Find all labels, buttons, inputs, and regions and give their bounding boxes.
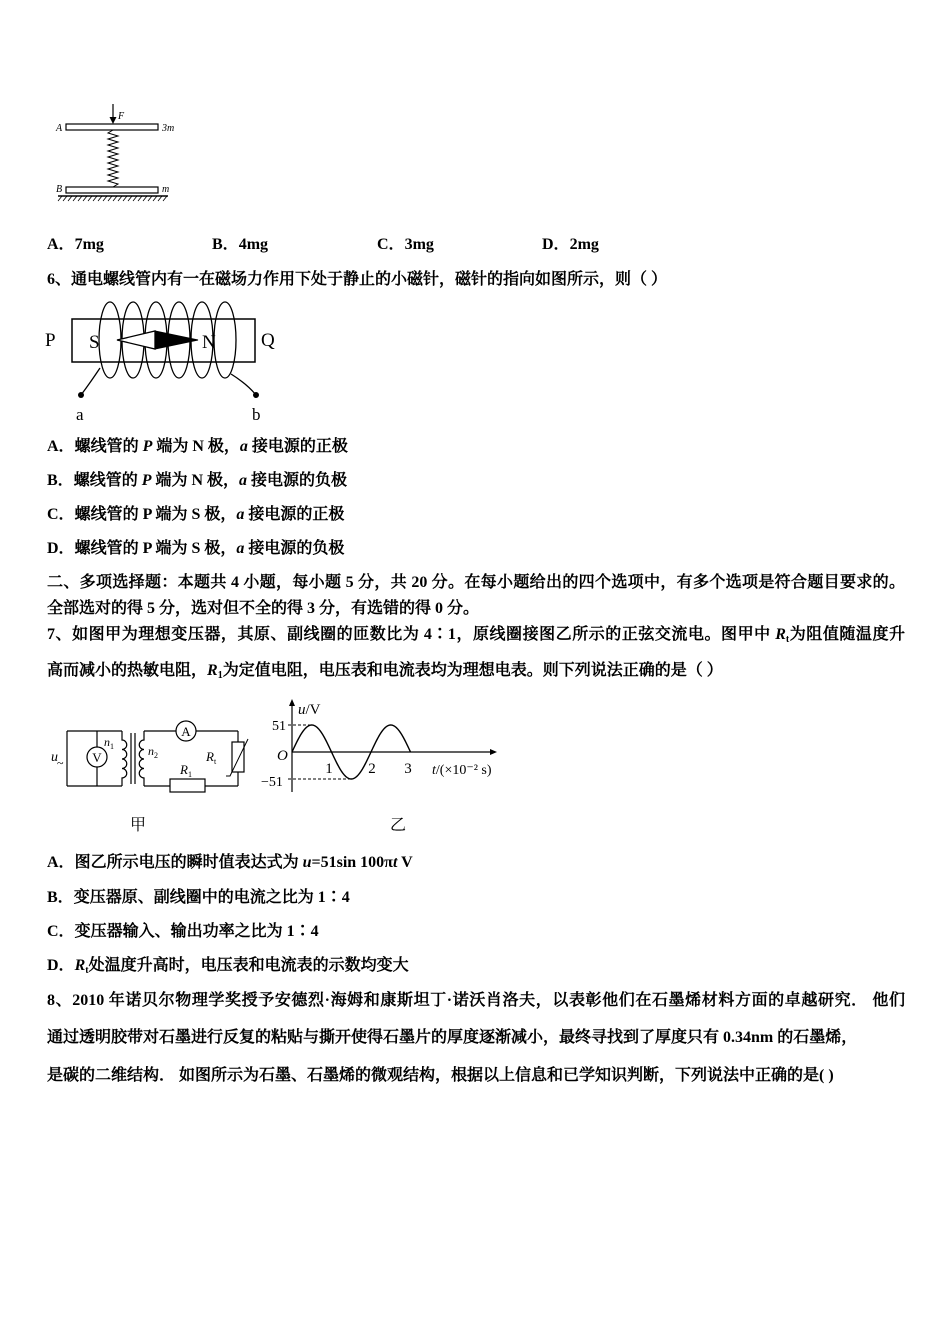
x-axis-unit: /(×10⁻² s): [435, 763, 492, 778]
option-text: 3mg: [404, 236, 434, 253]
q7-option-a: [47, 852, 413, 874]
option-text: 2mg: [569, 236, 599, 253]
y-axis-variable: u: [298, 702, 306, 718]
option-letter: C．: [377, 236, 405, 253]
stem-variable: R: [775, 626, 786, 643]
secondary-turns-label: [148, 744, 158, 760]
plate-a-label: A: [56, 123, 63, 134]
option-text: 4mg: [238, 236, 269, 253]
primary-coil: [122, 731, 127, 786]
option-subscript: t: [85, 965, 89, 976]
terminal-a: [78, 392, 84, 398]
voltmeter-label: V: [92, 750, 102, 765]
option-variable: t: [392, 854, 398, 871]
q8-stem-line-1: 8、2010 年诺贝尔物理学奖授予安德烈·海姆和康斯坦丁·诺沃肖洛夫，以表彰他们在石墨烯材料方面的卓越研究． 他们: [47, 992, 905, 1009]
option-variable: P: [142, 506, 152, 523]
solenoid-end-q-label: Q: [261, 330, 275, 351]
voltage-time-graph: [258, 698, 518, 798]
stem-text: 7、如图甲为理想变压器，其原、副线圈的匝数比为 4∶1，原线圈接图乙所示的正弦交流电。图甲中: [47, 626, 776, 643]
turns-variable: n: [148, 744, 154, 758]
y-axis-arrow: [289, 699, 295, 706]
x-axis-label: [432, 763, 492, 778]
ac-symbol: ~: [57, 756, 64, 770]
q8-stem-line-3: 是碳的二维结构． 如图所示为石墨、石墨烯的微观结构，根据以上信息和已学知识判断，下列说法中正确的是( ): [47, 1067, 834, 1084]
option-variable: a: [239, 438, 248, 455]
y-max-tick-label: 51: [272, 719, 286, 734]
option-letter: A．: [47, 854, 75, 871]
resistor-subscript: t: [213, 757, 217, 766]
q6-option-d: [47, 538, 344, 560]
option-letter: B．: [212, 236, 239, 253]
section-2-instructions-line-1: 二、多项选择题：本题共 4 小题，每小题 5 分，共 20 分。在每小题给出的四个选项中，有多个选项是符合题目要求的。: [47, 574, 905, 591]
resistor-subscript: 1: [187, 770, 192, 779]
option-text: 端为 N 极，: [151, 472, 240, 489]
origin-label: O: [277, 748, 288, 764]
x-tick-label: 3: [404, 761, 412, 777]
terminal-b-label: b: [252, 405, 261, 424]
ammeter-label: A: [181, 724, 191, 739]
option-variable: P: [142, 438, 153, 455]
solenoid-end-p-label: P: [45, 330, 56, 351]
transformer-circuit-figure: [48, 712, 253, 797]
option-variable: P: [142, 540, 152, 557]
option-text: 接电源的正极: [247, 438, 348, 455]
option-letter: C．: [47, 923, 75, 940]
option-letter: B．: [47, 472, 74, 489]
option-letter: D．: [47, 957, 75, 974]
option-text: V: [397, 854, 413, 871]
option-letter: D．: [542, 236, 570, 253]
stem-subscript: t: [785, 634, 790, 645]
plate-a-mass-label: 3m: [162, 123, 175, 134]
figure-caption-jia: 甲: [130, 817, 147, 834]
spring-plates-figure: [52, 100, 187, 205]
option-text: 螺线管的: [73, 472, 142, 489]
plate-b-label: B: [56, 184, 63, 195]
option-variable: P: [141, 472, 152, 489]
plate-a: [66, 124, 158, 130]
lead-wire-a: [81, 368, 100, 395]
option-text: 7mg: [74, 236, 104, 253]
q5-option-c: [377, 234, 434, 256]
option-text: 端为 S 极，: [151, 540, 237, 557]
y-min-tick-label: −51: [261, 775, 283, 790]
force-label: F: [118, 111, 125, 122]
stem-text: 为阻值随温度升: [789, 626, 905, 643]
stem-variable: R: [207, 662, 218, 679]
x-axis-arrow: [490, 749, 497, 755]
q6-option-c: [47, 504, 344, 526]
option-letter: B．: [47, 889, 74, 906]
solenoid-figure: [42, 298, 287, 428]
option-text: 螺线管的: [74, 506, 143, 523]
option-text: 变压器原、副线圈中的电流之比为 1∶4: [73, 889, 350, 906]
option-variable: a: [239, 472, 248, 489]
option-variable: u: [302, 854, 312, 871]
x-axis-variable: t: [432, 763, 436, 778]
turns-subscript: 1: [110, 742, 114, 751]
option-text: 螺线管的: [74, 438, 143, 455]
fixed-resistor-label: [179, 762, 192, 779]
fixed-resistor: [170, 779, 205, 792]
resistor-variable: R: [180, 762, 188, 777]
stem-text: 为定值电阻，电压表和电流表均为理想电表。则下列说法正确的是（ ）: [222, 662, 723, 679]
option-text: 处温度升高时，电压表和电流表的示数均变大: [88, 957, 409, 974]
option-text: 图乙所示电压的瞬时值表达式为: [74, 854, 303, 871]
terminal-a-label: a: [76, 405, 84, 424]
secondary-coil: [139, 731, 144, 786]
option-text: 接电源的正极: [244, 506, 345, 523]
option-letter: A．: [47, 236, 75, 253]
thermistor-label: [205, 749, 217, 766]
q6-option-a: [47, 436, 348, 458]
q7-option-c: [47, 921, 319, 943]
option-text: 接电源的负极: [247, 472, 348, 489]
q6-stem: 6、通电螺线管内有一在磁场力作用下处于静止的小磁针，磁针的指向如图所示，则（ ）: [47, 271, 668, 288]
option-text: 端为 N 极，: [152, 438, 240, 455]
primary-turns-label: [104, 735, 114, 751]
q8-stem-line-2: 通过透明胶带对石墨进行反复的粘贴与撕开使得石墨片的厚度逐渐减小，最终寻找到了厚度只有 0.34nm 的石墨烯，: [47, 1029, 858, 1046]
magnet-n-pole-label: N: [202, 332, 216, 353]
option-text: 变压器输入、输出功率之比为 1∶4: [74, 923, 319, 940]
figure-caption-yi: 乙: [390, 817, 407, 834]
magnet-s-pole-label: S: [89, 332, 100, 353]
y-axis-label: [298, 702, 321, 718]
source-voltage-label: u: [51, 750, 58, 765]
plate-b-mass-label: m: [162, 184, 170, 195]
q7-option-d: [47, 955, 409, 977]
q7-option-b: [47, 887, 350, 909]
option-letter: D．: [47, 540, 75, 557]
x-tick-label: 2: [368, 761, 376, 777]
option-letter: A．: [47, 438, 75, 455]
q7-stem-line-2: [47, 660, 723, 682]
stem-text: 高而减小的热敏电阻，: [47, 662, 208, 679]
x-tick-label: 1: [325, 761, 333, 777]
option-letter: C．: [47, 506, 75, 523]
q5-option-a: [47, 234, 104, 256]
plate-b: [66, 187, 158, 193]
spring: [108, 130, 118, 187]
option-variable: R: [74, 957, 86, 974]
stem-subscript: 1: [217, 670, 223, 681]
q5-option-d: [542, 234, 599, 256]
terminal-b: [253, 392, 259, 398]
option-text: 端为 S 极，: [151, 506, 237, 523]
q5-option-b: [212, 234, 268, 256]
option-text: 螺线管的: [74, 540, 143, 557]
option-variable: a: [236, 540, 245, 557]
y-axis-unit: /V: [305, 702, 321, 718]
resistor-variable: R: [206, 749, 214, 764]
section-2-instructions-line-2: 全部选对的得 5 分，选对但不全的得 3 分，有选错的得 0 分。: [47, 600, 480, 617]
q7-stem-line-1: [47, 624, 905, 646]
option-variable: a: [236, 506, 245, 523]
lead-wire-b: [231, 374, 256, 395]
q6-option-b: [47, 470, 347, 492]
force-arrow-head: [110, 117, 117, 124]
option-text: 接电源的负极: [244, 540, 345, 557]
option-text: =51sin 100π: [311, 854, 393, 871]
turns-subscript: 2: [154, 751, 158, 760]
turns-variable: n: [104, 735, 110, 749]
